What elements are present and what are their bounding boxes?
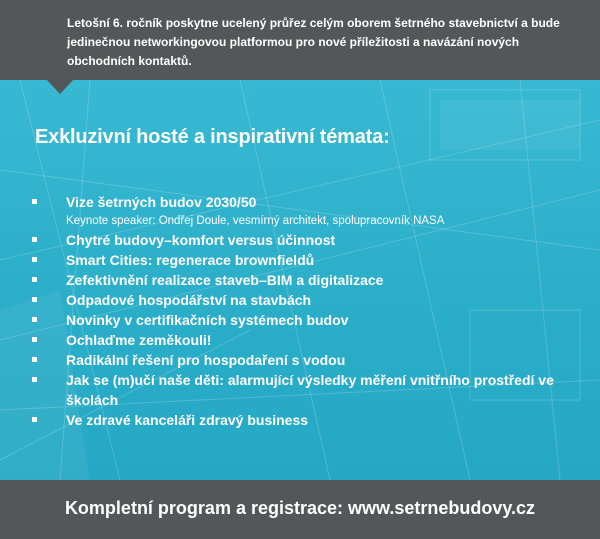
topic-list: [30, 192, 590, 430]
bullet-icon: [32, 199, 37, 204]
bullet-icon: [32, 317, 37, 322]
topic-label: Zefektivnění realizace staveb–BIM a digitalizace: [66, 272, 384, 288]
topic-label: Vize šetrných budov 2030/50: [66, 194, 257, 210]
topic-label: Jak se (m)učí naše děti: alarmující výsledky měření vnitřního prostředí ve školách: [66, 372, 554, 408]
topic-label: Radikální řešení pro hospodaření s vodou: [66, 352, 346, 368]
topic-item: [30, 270, 590, 290]
bullet-icon: [32, 337, 37, 342]
topic-label: Novinky v certifikačních systémech budov: [66, 312, 349, 328]
bullet-icon: [32, 297, 37, 302]
topic-item: [30, 330, 590, 350]
topic-item: [30, 410, 590, 430]
bullet-icon: [32, 377, 37, 382]
bullet-icon: [32, 277, 37, 282]
topic-label: Odpadové hospodářství na stavbách: [66, 292, 312, 308]
section-heading: Exkluzivní hosté a inspirativní témata:: [35, 126, 390, 148]
topic-item: [30, 230, 590, 250]
bullet-icon: [32, 257, 37, 262]
topic-label: Ve zdravé kanceláři zdravý business: [66, 412, 309, 428]
topic-item: [30, 370, 590, 410]
topic-item: [30, 192, 590, 230]
topics-panel: [0, 80, 600, 480]
topic-item: [30, 350, 590, 370]
bullet-icon: [32, 417, 37, 422]
footer-link-text[interactable]: Kompletní program a registrace: www.setrnebudovy.cz: [64, 498, 536, 518]
footer-banner: [0, 480, 600, 539]
banner-notch: [46, 79, 74, 94]
topic-item: [30, 310, 590, 330]
topic-label: Ochlaďme zeměkouli!: [66, 332, 212, 348]
topic-item: [30, 290, 590, 310]
bullet-icon: [32, 237, 37, 242]
topic-label: Chytré budovy–komfort versus účinnost: [66, 232, 336, 248]
bullet-icon: [32, 357, 37, 362]
topic-item: [30, 250, 590, 270]
topic-subtitle: Keynote speaker: Ondřej Doule, vesmírný architekt, spolupracovník NASA: [66, 215, 445, 227]
topic-label: Smart Cities: regenerace brownfieldů: [66, 252, 315, 268]
intro-text: Letošní 6. ročník poskytne ucelený průřez celým oborem šetrného stavebnictví a bude jedinečnou networkingovou platformou pro nové příležitosti a navázání nových obchodních kontaktů.: [67, 16, 560, 68]
intro-banner: [0, 0, 600, 80]
